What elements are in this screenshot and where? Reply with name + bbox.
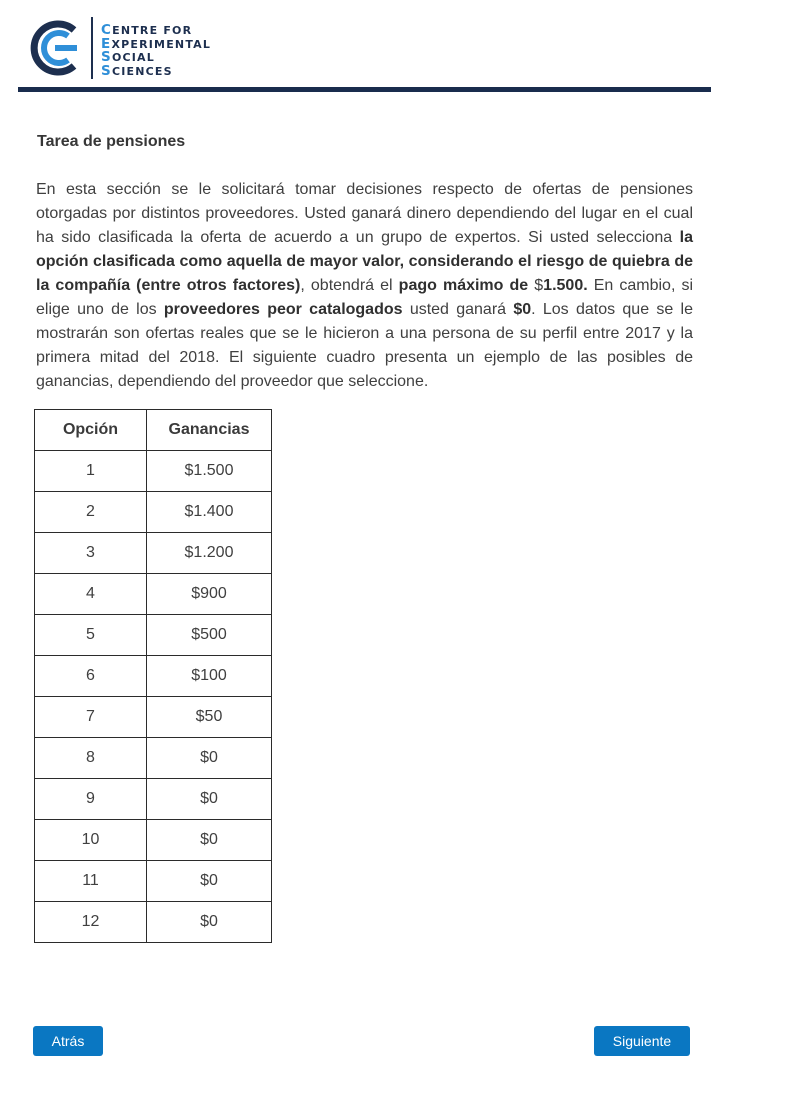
option-cell: 10 [35, 820, 147, 861]
option-cell: 5 [35, 615, 147, 656]
logo-line-social: SOCIAL [101, 49, 155, 65]
earnings-cell: $500 [147, 615, 272, 656]
table-row [35, 574, 272, 615]
table-row [35, 738, 272, 779]
earnings-cell: $0 [147, 820, 272, 861]
logo-divider [91, 17, 93, 79]
table-row [35, 820, 272, 861]
earnings-cell: $900 [147, 574, 272, 615]
option-cell: 6 [35, 656, 147, 697]
header-divider [18, 87, 711, 92]
ces-logo [24, 16, 254, 82]
column-header-opcion: Opción [35, 410, 147, 451]
option-cell: 12 [35, 902, 147, 943]
earnings-cell: $1.200 [147, 533, 272, 574]
table-row [35, 902, 272, 943]
table-row [35, 861, 272, 902]
logo-line-centre: CENTRE FOR [101, 22, 193, 38]
logo-wordmark [101, 24, 211, 78]
table-header-row [35, 410, 272, 451]
ces-logo-mark-icon [24, 18, 84, 78]
table-row [35, 656, 272, 697]
option-cell: 4 [35, 574, 147, 615]
back-button[interactable]: Atrás [33, 1026, 103, 1056]
next-button[interactable]: Siguiente [594, 1026, 690, 1056]
table-row [35, 451, 272, 492]
earnings-cell: $0 [147, 861, 272, 902]
logo-line-experimental: EXPERIMENTAL [101, 35, 212, 52]
intro-paragraph: En esta sección se le solicitará tomar decisiones respecto de ofertas de pensiones otorgadas por distintos proveedores. Usted ganará dinero dependiendo del lugar en el cual ha sido clasificada la oferta de acuerdo a un grupo de expertos. Si usted selecciona la opción clasificada como aquella de mayor valor, considerando el riesgo de quiebra de la compañía (entre otros factores), obtendrá el pago máximo de $1.500. En cambio, si elige uno de los proveedores peor catalogados usted ganará $0. Los datos que se le mostrarán son ofertas reales que se le hicieron a una persona de su perfil entre 2017 y la primera mitad del 2018. El siguiente cuadro presenta un ejemplo de las posibles de ganancias, dependiendo del proveedor que seleccione. [36, 181, 694, 390]
earnings-cell: $0 [147, 902, 272, 943]
option-cell: 2 [35, 492, 147, 533]
option-cell: 7 [35, 697, 147, 738]
table-row [35, 615, 272, 656]
table-row [35, 697, 272, 738]
earnings-cell: $0 [147, 738, 272, 779]
earnings-cell: $50 [147, 697, 272, 738]
earnings-cell: $1.500 [147, 451, 272, 492]
option-cell: 9 [35, 779, 147, 820]
page-title: Tarea de pensiones [37, 133, 186, 150]
column-header-ganancias: Ganancias [147, 410, 272, 451]
option-cell: 1 [35, 451, 147, 492]
option-cell: 8 [35, 738, 147, 779]
option-cell: 11 [35, 861, 147, 902]
earnings-cell: $1.400 [147, 492, 272, 533]
logo-line-sciences: SCIENCES [101, 62, 173, 79]
table-row [35, 533, 272, 574]
table-row [35, 492, 272, 533]
earnings-cell: $100 [147, 656, 272, 697]
earnings-cell: $0 [147, 779, 272, 820]
option-cell: 3 [35, 533, 147, 574]
table-row [35, 779, 272, 820]
earnings-table [34, 409, 272, 943]
